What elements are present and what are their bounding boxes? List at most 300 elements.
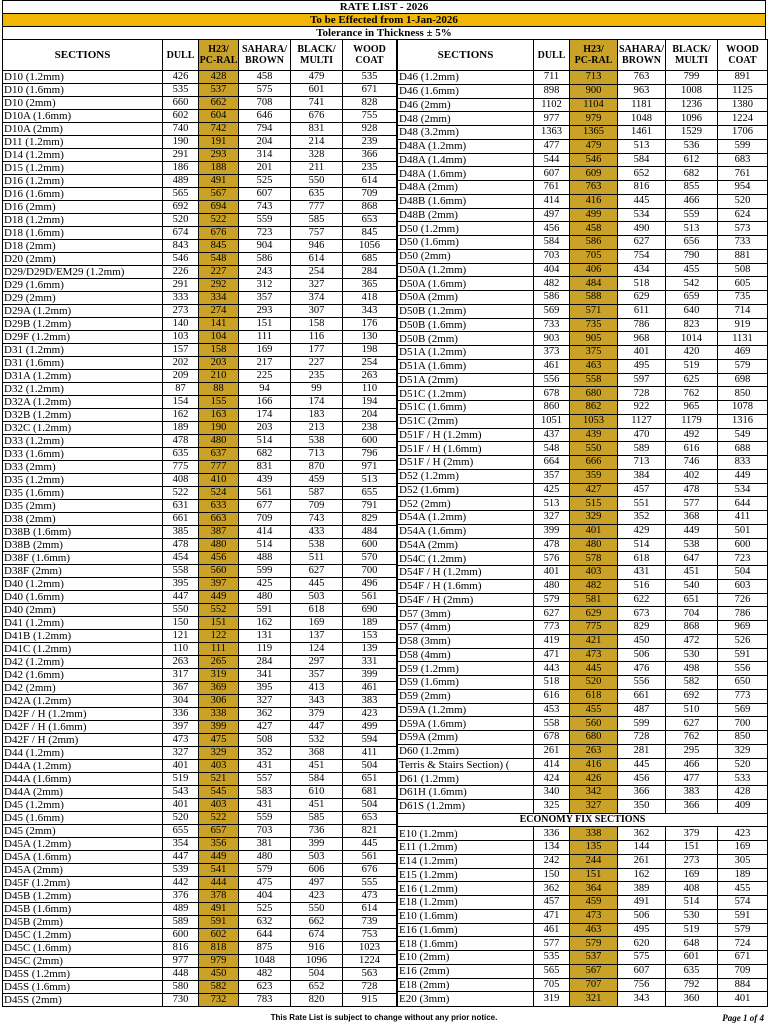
cell-dull: 544 [534, 153, 570, 167]
cell-section: D15 (1.2mm) [3, 162, 163, 175]
cell-black: 601 [666, 951, 718, 965]
cell-sahara: 713 [618, 456, 666, 470]
cell-wood: 591 [718, 648, 768, 662]
cell-black: 307 [291, 305, 343, 318]
cell-sahara: 131 [239, 630, 291, 643]
cell-black: 618 [291, 604, 343, 617]
cell-black: 536 [666, 139, 718, 153]
table-row [398, 277, 768, 291]
cell-dull: 903 [534, 332, 570, 346]
cell-wood: 690 [343, 604, 397, 617]
cell-h23: 550 [570, 442, 618, 456]
cell-section: D54F / H (1.6mm) [398, 579, 534, 593]
cell-dull: 319 [534, 992, 570, 1007]
table-row [398, 442, 768, 456]
cell-dull: 202 [163, 357, 199, 370]
cell-section: D35 (1.6mm) [3, 487, 163, 500]
cell-sahara: 381 [239, 838, 291, 851]
cell-black: 497 [291, 877, 343, 890]
cell-sahara: 166 [239, 396, 291, 409]
cell-black: 1014 [666, 332, 718, 346]
cell-wood: 650 [718, 676, 768, 690]
cell-section: D51C (1.2mm) [398, 387, 534, 401]
cell-black: 855 [666, 181, 718, 195]
table-row [3, 786, 397, 799]
table-row [398, 291, 768, 305]
cell-section: E16 (1.6mm) [398, 923, 534, 937]
cell-sahara: 293 [239, 305, 291, 318]
cell-black: 577 [666, 497, 718, 511]
cell-black: 635 [666, 964, 718, 978]
cell-wood: 343 [343, 305, 397, 318]
cell-dull: 226 [163, 266, 199, 279]
cell-sahara: 575 [618, 951, 666, 965]
cell-dull: 340 [534, 786, 570, 800]
cell-black: 368 [291, 747, 343, 760]
cell-wood: 644 [718, 497, 768, 511]
cell-sahara: 476 [618, 662, 666, 676]
cell-section: D54F / H (2mm) [398, 593, 534, 607]
cell-sahara: 480 [239, 591, 291, 604]
cell-section: D18 (1.6mm) [3, 227, 163, 240]
cell-h23: 735 [570, 318, 618, 332]
cell-h23: 158 [199, 344, 239, 357]
cell-h23: 560 [570, 717, 618, 731]
cell-black: 587 [291, 487, 343, 500]
cell-h23: 491 [199, 903, 239, 916]
cell-h23: 521 [199, 773, 239, 786]
table-row [3, 838, 397, 851]
cell-h23: 515 [570, 497, 618, 511]
cell-black: 704 [666, 607, 718, 621]
cell-dull: 482 [534, 277, 570, 291]
table-row [398, 621, 768, 635]
cell-black: 451 [291, 799, 343, 812]
cell-dull: 565 [163, 188, 199, 201]
column-header-sahara: SAHARA/ BROWN [618, 40, 666, 71]
cell-section: E18 (1.6mm) [398, 937, 534, 951]
cell-wood: 653 [343, 812, 397, 825]
cell-h23: 399 [199, 721, 239, 734]
cell-wood: 189 [343, 617, 397, 630]
cell-sahara: 1181 [618, 98, 666, 112]
table-row [3, 864, 397, 877]
cell-sahara: 661 [618, 689, 666, 703]
cell-dull: 408 [163, 474, 199, 487]
table-row [398, 964, 768, 978]
cell-section: D33 (2mm) [3, 461, 163, 474]
table-row [398, 634, 768, 648]
cell-wood: 235 [343, 162, 397, 175]
cell-section: D38B (2mm) [3, 539, 163, 552]
cell-dull: 678 [534, 731, 570, 745]
cell-sahara: 495 [618, 359, 666, 373]
cell-h23: 582 [199, 981, 239, 994]
cell-dull: 442 [163, 877, 199, 890]
table-row [3, 669, 397, 682]
cell-dull: 471 [534, 648, 570, 662]
cell-h23: 410 [199, 474, 239, 487]
cell-black: 328 [291, 149, 343, 162]
cell-section: D54A (1.6mm) [398, 524, 534, 538]
cell-sahara: 429 [618, 524, 666, 538]
cell-black: 762 [666, 731, 718, 745]
disclaimer-note: This Rate List is subject to change without any prior notice. [270, 1013, 498, 1022]
cell-sahara: 352 [239, 747, 291, 760]
cell-dull: 565 [534, 964, 570, 978]
cell-h23: 458 [570, 222, 618, 236]
cell-sahara: 513 [618, 139, 666, 153]
cell-black: 449 [666, 524, 718, 538]
table-row [3, 682, 397, 695]
cell-dull: 426 [163, 71, 199, 84]
page-number: Page 1 of 4 [722, 1013, 764, 1023]
cell-dull: 546 [163, 253, 199, 266]
cell-sahara: 495 [618, 923, 666, 937]
cell-wood: 573 [718, 222, 768, 236]
cell-h23: 629 [570, 607, 618, 621]
cell-wood: 796 [343, 448, 397, 461]
cell-sahara: 756 [618, 978, 666, 992]
cell-section: D50B (2mm) [398, 332, 534, 346]
cell-black: 492 [666, 428, 718, 442]
cell-black: 538 [666, 538, 718, 552]
cell-wood: 449 [718, 469, 768, 483]
cell-wood: 603 [718, 579, 768, 593]
table-row [398, 194, 768, 208]
table-row [3, 721, 397, 734]
cell-black: 459 [291, 474, 343, 487]
cell-section: D29 (1.6mm) [3, 279, 163, 292]
cell-h23: 609 [570, 167, 618, 181]
cell-sahara: 708 [239, 97, 291, 110]
table-row [3, 162, 397, 175]
cell-section: D44 (1.2mm) [3, 747, 163, 760]
cell-black: 213 [291, 422, 343, 435]
cell-wood: 469 [718, 346, 768, 360]
cell-section: D44A (1.2mm) [3, 760, 163, 773]
cell-wood: 614 [343, 903, 397, 916]
cell-h23: 633 [199, 500, 239, 513]
right-header-row [398, 40, 768, 71]
cell-h23: 459 [570, 896, 618, 910]
cell-section: D58 (3mm) [398, 634, 534, 648]
cell-section: D42A (1.2mm) [3, 695, 163, 708]
table-row [398, 332, 768, 346]
cell-h23: 541 [199, 864, 239, 877]
cell-h23: 449 [199, 591, 239, 604]
table-row [3, 227, 397, 240]
cell-wood: 504 [718, 566, 768, 580]
cell-dull: 664 [534, 456, 570, 470]
table-row [398, 84, 768, 98]
table-row [3, 318, 397, 331]
cell-black: 399 [291, 838, 343, 851]
table-row [398, 799, 768, 813]
table-row [398, 346, 768, 360]
cell-dull: 461 [534, 359, 570, 373]
cell-sahara: 362 [239, 708, 291, 721]
cell-dull: 977 [534, 112, 570, 126]
cell-section: D50A (1.6mm) [398, 277, 534, 291]
cell-dull: 489 [163, 175, 199, 188]
cell-dull: 373 [534, 346, 570, 360]
table-row [3, 942, 397, 955]
cell-h23: 151 [199, 617, 239, 630]
cell-section: D59 (1.6mm) [398, 676, 534, 690]
cell-section: D42 (1.2mm) [3, 656, 163, 669]
table-row [3, 175, 397, 188]
cell-black: 530 [666, 909, 718, 923]
cell-wood: 526 [718, 634, 768, 648]
cell-section: D10A (2mm) [3, 123, 163, 136]
cell-black: 870 [291, 461, 343, 474]
table-row [3, 695, 397, 708]
cell-dull: 558 [163, 565, 199, 578]
cell-wood: 614 [343, 175, 397, 188]
cell-h23: 586 [570, 236, 618, 250]
cell-section: E11 (1.2mm) [398, 841, 534, 855]
cell-h23: 537 [199, 84, 239, 97]
cell-dull: 454 [163, 552, 199, 565]
cell-section: D29A (1.2mm) [3, 305, 163, 318]
cell-dull: 457 [534, 896, 570, 910]
cell-dull: 186 [163, 162, 199, 175]
cell-h23: 581 [570, 593, 618, 607]
cell-black: 746 [666, 456, 718, 470]
cell-section: D52 (1.2mm) [398, 469, 534, 483]
table-row [3, 760, 397, 773]
cell-h23: 705 [570, 249, 618, 263]
cell-section: D35 (1.2mm) [3, 474, 163, 487]
table-row [398, 731, 768, 745]
cell-wood: 733 [718, 236, 768, 250]
cell-black: 498 [666, 662, 718, 676]
cell-wood: 773 [718, 689, 768, 703]
cell-h23: 578 [570, 552, 618, 566]
cell-dull: 579 [534, 593, 570, 607]
table-row [3, 955, 397, 968]
cell-black: 137 [291, 630, 343, 643]
cell-wood: 513 [343, 474, 397, 487]
cell-dull: 860 [534, 401, 570, 415]
cell-sahara: 487 [618, 703, 666, 717]
left-price-table [2, 39, 397, 1007]
cell-sahara: 439 [239, 474, 291, 487]
cell-sahara: 682 [239, 448, 291, 461]
cell-wood: 881 [718, 249, 768, 263]
cell-section: E20 (3mm) [398, 992, 534, 1007]
cell-section: D41C (1.2mm) [3, 643, 163, 656]
cell-h23: 403 [199, 760, 239, 773]
cell-section: D45C (1.2mm) [3, 929, 163, 942]
cell-dull: 580 [163, 981, 199, 994]
cell-section: D59 (1.2mm) [398, 662, 534, 676]
cell-section: D57 (3mm) [398, 607, 534, 621]
cell-sahara: 644 [239, 929, 291, 942]
cell-dull: 480 [534, 579, 570, 593]
cell-sahara: 327 [239, 695, 291, 708]
cell-section: D42 (1.6mm) [3, 669, 163, 682]
cell-h23: 480 [570, 538, 618, 552]
cell-h23: 862 [570, 401, 618, 415]
cell-section: D48B (1.6mm) [398, 194, 534, 208]
cell-sahara: 243 [239, 266, 291, 279]
left-header-row [3, 40, 397, 71]
cell-section: E16 (1.2mm) [398, 882, 534, 896]
cell-dull: 1363 [534, 126, 570, 140]
cell-sahara: 597 [618, 373, 666, 387]
cell-wood: 534 [718, 483, 768, 497]
cell-h23: 732 [199, 994, 239, 1007]
cell-wood: 1023 [343, 942, 397, 955]
table-row [3, 552, 397, 565]
table-row [398, 497, 768, 511]
table-row [398, 428, 768, 442]
cell-dull: 602 [163, 110, 199, 123]
cell-dull: 333 [163, 292, 199, 305]
cell-wood: 700 [343, 565, 397, 578]
cell-sahara: 341 [239, 669, 291, 682]
cell-h23: 979 [570, 112, 618, 126]
cell-h23: 151 [570, 868, 618, 882]
cell-section: D29/D29D/EM29 (1.2mm) [3, 266, 163, 279]
cell-h23: 263 [570, 744, 618, 758]
cell-wood: 655 [343, 487, 397, 500]
table-row [398, 414, 768, 428]
cell-h23: 475 [199, 734, 239, 747]
cell-dull: 816 [163, 942, 199, 955]
cell-wood: 533 [718, 772, 768, 786]
cell-section: D59 (2mm) [398, 689, 534, 703]
cell-h23: 524 [199, 487, 239, 500]
cell-section: D51F / H (1.6mm) [398, 442, 534, 456]
cell-black: 674 [291, 929, 343, 942]
table-row [398, 469, 768, 483]
cell-black: 559 [666, 208, 718, 222]
cell-black: 227 [291, 357, 343, 370]
cell-wood: 263 [343, 370, 397, 383]
cell-black: 366 [666, 799, 718, 813]
table-row [398, 236, 768, 250]
table-row [398, 579, 768, 593]
cell-sahara: 875 [239, 942, 291, 955]
cell-sahara: 922 [618, 401, 666, 415]
column-header-black: BLACK/ MULTI [666, 40, 718, 71]
cell-dull: 519 [163, 773, 199, 786]
cell-wood: 1316 [718, 414, 768, 428]
cell-black: 1236 [666, 98, 718, 112]
cell-section: E16 (2mm) [398, 964, 534, 978]
table-row [398, 868, 768, 882]
cell-section: D42F / H (1.2mm) [3, 708, 163, 721]
cell-section: D48B (2mm) [398, 208, 534, 222]
cell-h23: 416 [570, 758, 618, 772]
cell-sahara: 456 [618, 772, 666, 786]
cell-section: D14 (1.2mm) [3, 149, 163, 162]
cell-dull: 773 [534, 621, 570, 635]
cell-sahara: 350 [618, 799, 666, 813]
cell-section: D44A (2mm) [3, 786, 163, 799]
cell-sahara: 599 [618, 717, 666, 731]
cell-black: 530 [666, 648, 718, 662]
cell-wood: 791 [343, 500, 397, 513]
cell-wood: 579 [718, 359, 768, 373]
table-row [398, 882, 768, 896]
cell-black: 868 [666, 621, 718, 635]
cell-dull: 150 [163, 617, 199, 630]
cell-dull: 600 [163, 929, 199, 942]
cell-h23: 445 [570, 662, 618, 676]
cell-sahara: 703 [239, 825, 291, 838]
cell-section: D31A (1.2mm) [3, 370, 163, 383]
cell-dull: 616 [534, 689, 570, 703]
cell-h23: 618 [570, 689, 618, 703]
cell-h23: 342 [570, 786, 618, 800]
cell-black: 538 [291, 539, 343, 552]
cell-h23: 777 [199, 461, 239, 474]
cell-wood: 700 [718, 717, 768, 731]
cell-dull: 354 [163, 838, 199, 851]
cell-wood: 401 [718, 992, 768, 1007]
cell-sahara: 618 [618, 552, 666, 566]
cell-dull: 242 [534, 854, 570, 868]
table-row [398, 387, 768, 401]
cell-sahara: 534 [618, 208, 666, 222]
cell-black: 627 [666, 717, 718, 731]
cell-black: 792 [666, 978, 718, 992]
cell-dull: 711 [534, 71, 570, 85]
table-row [3, 97, 397, 110]
cell-section: D58 (4mm) [398, 648, 534, 662]
table-row [3, 201, 397, 214]
cell-black: 777 [291, 201, 343, 214]
cell-section: D54A (1.2mm) [398, 511, 534, 525]
cell-sahara: 490 [618, 222, 666, 236]
cell-black: 916 [291, 942, 343, 955]
cell-sahara: 357 [239, 292, 291, 305]
cell-dull: 401 [163, 760, 199, 773]
cell-wood: 828 [343, 97, 397, 110]
cell-wood: 194 [343, 396, 397, 409]
cell-section: D42F / H (2mm) [3, 734, 163, 747]
cell-sahara: 632 [239, 916, 291, 929]
cell-dull: 497 [534, 208, 570, 222]
cell-section: D61H (1.6mm) [398, 786, 534, 800]
cell-dull: 103 [163, 331, 199, 344]
cell-black: 652 [291, 981, 343, 994]
cell-sahara: 491 [618, 896, 666, 910]
cell-dull: 705 [534, 978, 570, 992]
cell-dull: 110 [163, 643, 199, 656]
cell-sahara: 281 [618, 744, 666, 758]
cell-sahara: 314 [239, 149, 291, 162]
cell-h23: 680 [570, 731, 618, 745]
cell-sahara: 427 [239, 721, 291, 734]
cell-section: D60 (1.2mm) [398, 744, 534, 758]
cell-dull: 395 [163, 578, 199, 591]
cell-h23: 369 [199, 682, 239, 695]
cell-wood: 605 [718, 277, 768, 291]
cell-section: D48A (2mm) [398, 181, 534, 195]
cell-dull: 453 [534, 703, 570, 717]
cell-wood: 735 [718, 291, 768, 305]
cell-dull: 327 [163, 747, 199, 760]
cell-sahara: 816 [618, 181, 666, 195]
cell-black: 519 [666, 923, 718, 937]
cell-h23: 210 [199, 370, 239, 383]
cell-wood: 671 [718, 951, 768, 965]
